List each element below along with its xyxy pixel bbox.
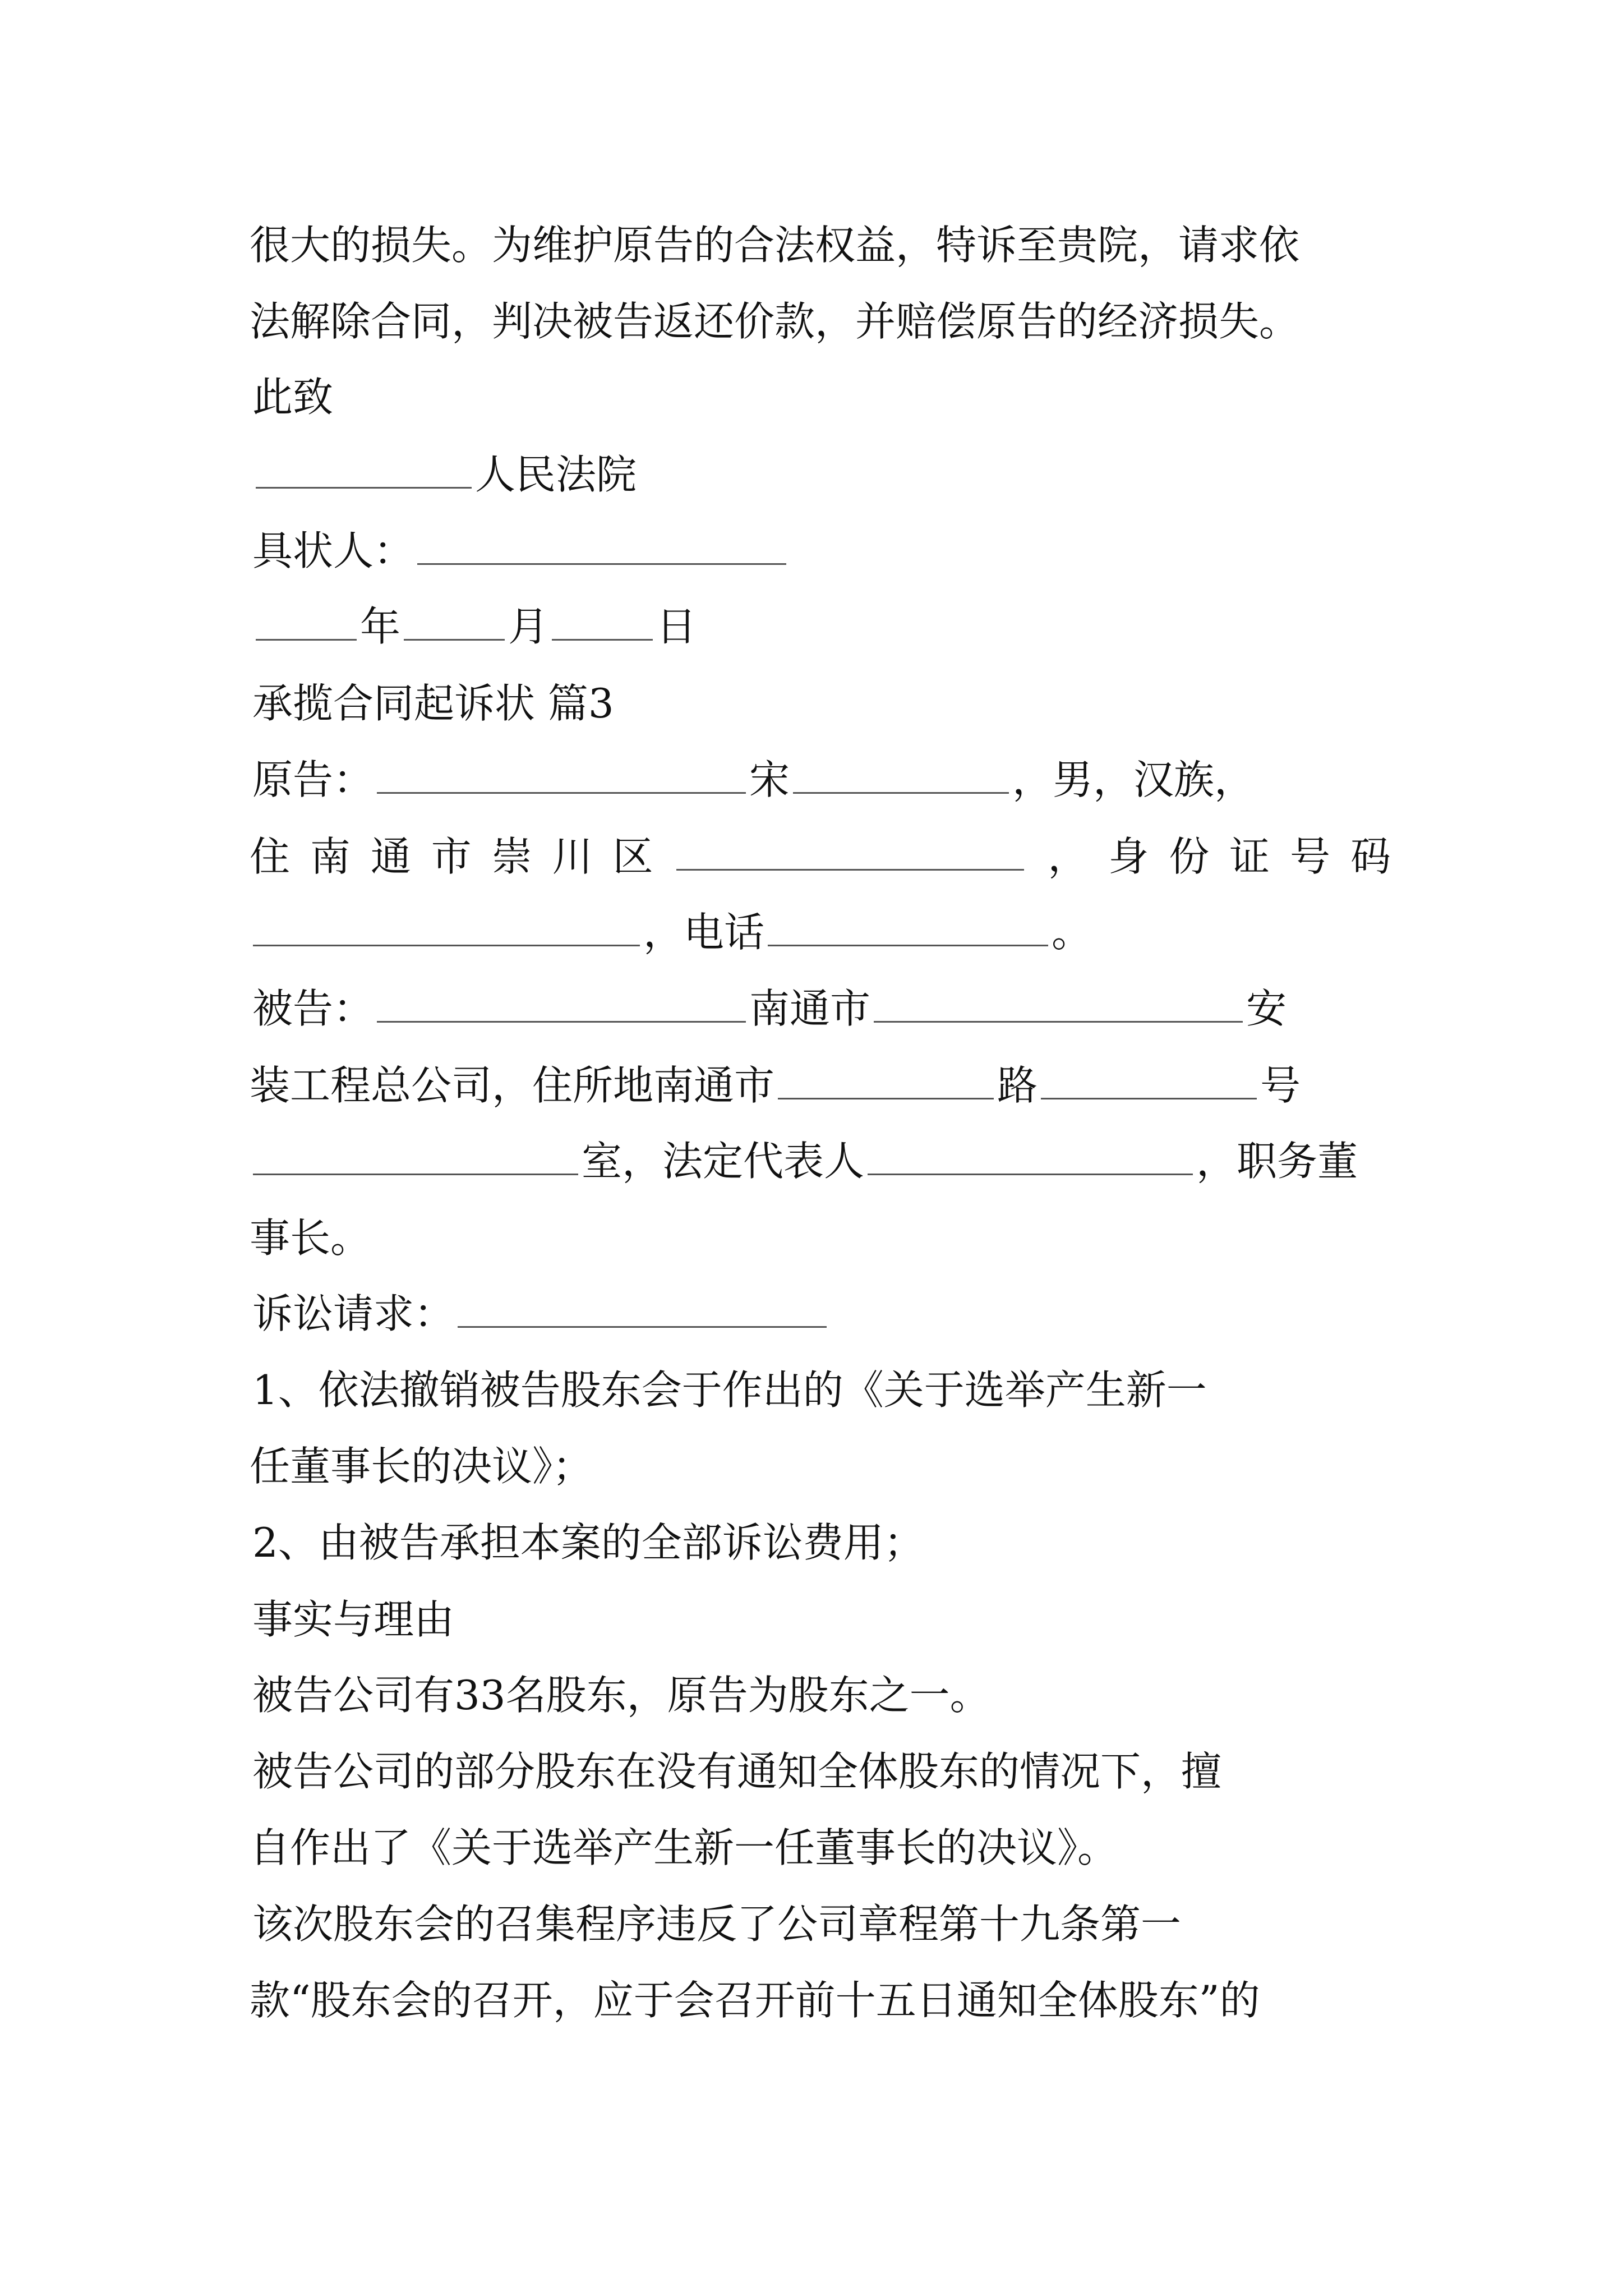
id-label-char: 码 bbox=[1350, 833, 1391, 880]
address-blank bbox=[676, 869, 1024, 871]
claims-label: 诉讼请求： bbox=[252, 1290, 455, 1337]
defendant-rep-line bbox=[250, 1130, 1358, 1192]
paragraph-line-1: 很大的损失。为维护原告的合法权益，特诉至贵院，请求依 bbox=[250, 222, 1300, 269]
year-label: 年 bbox=[360, 603, 401, 650]
claims-blank bbox=[458, 1326, 827, 1328]
id-label-char: 证 bbox=[1229, 833, 1270, 880]
address-char: 南 bbox=[310, 833, 351, 880]
defendant-title-line: 事长。 bbox=[250, 1214, 371, 1262]
defendant-address-line bbox=[250, 1055, 1301, 1116]
claim-1-line-2: 任董事长的决议》； bbox=[250, 1443, 593, 1490]
month-label: 月 bbox=[508, 603, 549, 650]
plaintiff-blank-2 bbox=[793, 792, 1009, 794]
address-char: 住 bbox=[250, 833, 291, 880]
signer-line bbox=[252, 520, 790, 582]
facts-line-2: 被告公司的部分股东在没有通知全体股东的情况下，擅 bbox=[252, 1748, 1222, 1795]
id-number-blank bbox=[253, 945, 640, 946]
address-comma: ， bbox=[1048, 833, 1089, 880]
facts-line-4: 该次股东会的召集程序违反了公司章程第十九条第一 bbox=[252, 1901, 1182, 1948]
number-blank bbox=[1041, 1098, 1257, 1099]
phone-end: 。 bbox=[1052, 909, 1092, 956]
address-char: 崇 bbox=[491, 833, 532, 880]
defendant-tail: 安 bbox=[1246, 985, 1287, 1032]
plaintiff-line bbox=[252, 749, 1255, 811]
room-rep-label: 室，法定代表人 bbox=[582, 1138, 865, 1185]
year-blank bbox=[256, 639, 357, 641]
id-label-char: 身 bbox=[1108, 833, 1149, 880]
road-label: 路 bbox=[997, 1062, 1038, 1109]
court-line bbox=[252, 444, 637, 505]
defendant-blank-2 bbox=[874, 1021, 1243, 1023]
defendant-blank-1 bbox=[377, 1021, 746, 1023]
address-char: 通 bbox=[370, 833, 411, 880]
signer-name-blank bbox=[417, 563, 786, 565]
plaintiff-label: 原告： bbox=[252, 756, 374, 803]
defendant-label: 被告： bbox=[252, 985, 374, 1032]
rep-blank bbox=[868, 1174, 1193, 1175]
facts-line-3: 自作出了《关于选举产生新一任董事长的决议》。 bbox=[250, 1824, 1118, 1871]
facts-line-1: 被告公司有33名股东，原告为股东之一。 bbox=[252, 1672, 990, 1719]
plaintiff-id-line bbox=[250, 901, 1092, 963]
day-blank bbox=[552, 639, 653, 641]
claim-2-line: 2、由被告承担本案的全部诉讼费用； bbox=[252, 1519, 924, 1566]
id-label-char: 号 bbox=[1290, 833, 1331, 880]
address-char: 区 bbox=[612, 833, 653, 880]
address-char: 川 bbox=[552, 833, 593, 880]
phone-blank bbox=[768, 945, 1048, 946]
court-label: 人民法院 bbox=[475, 451, 637, 498]
section-heading: 承揽合同起诉状 篇3 bbox=[252, 680, 614, 727]
month-blank bbox=[404, 639, 505, 641]
id-label-char: 份 bbox=[1169, 833, 1210, 880]
plaintiff-blank-1 bbox=[377, 792, 746, 794]
defendant-city: 南通市 bbox=[749, 985, 871, 1032]
claims-heading-line bbox=[252, 1283, 830, 1345]
plaintiff-surname: 宋 bbox=[749, 756, 790, 803]
defendant-company: 装工程总公司，住所地南通市 bbox=[250, 1062, 775, 1109]
plaintiff-tail: ，男，汉族， bbox=[1012, 756, 1255, 803]
day-label: 日 bbox=[656, 603, 697, 650]
road-blank bbox=[778, 1098, 994, 1099]
facts-heading: 事实与理由 bbox=[252, 1596, 455, 1643]
court-name-blank bbox=[256, 487, 472, 489]
claim-1-line-1: 1、依法撤销被告股东会于作出的《关于选举产生新一 bbox=[252, 1366, 1207, 1414]
rep-tail: ，职务董 bbox=[1196, 1138, 1358, 1185]
date-line bbox=[252, 596, 697, 657]
signer-label: 具状人： bbox=[252, 527, 414, 574]
paragraph-line-2: 法解除合同，判决被告返还价款，并赔偿原告的经济损失。 bbox=[250, 298, 1300, 345]
plaintiff-address-line bbox=[250, 826, 1391, 887]
address-char: 市 bbox=[431, 833, 472, 880]
number-label: 号 bbox=[1260, 1062, 1301, 1109]
salutation-line: 此致 bbox=[252, 374, 334, 421]
defendant-line bbox=[252, 978, 1287, 1039]
room-blank bbox=[253, 1174, 578, 1175]
phone-label: ，电话 bbox=[643, 909, 765, 956]
facts-line-5: 款“股东会的召开，应于会召开前十五日通知全体股东”的 bbox=[250, 1977, 1260, 2024]
